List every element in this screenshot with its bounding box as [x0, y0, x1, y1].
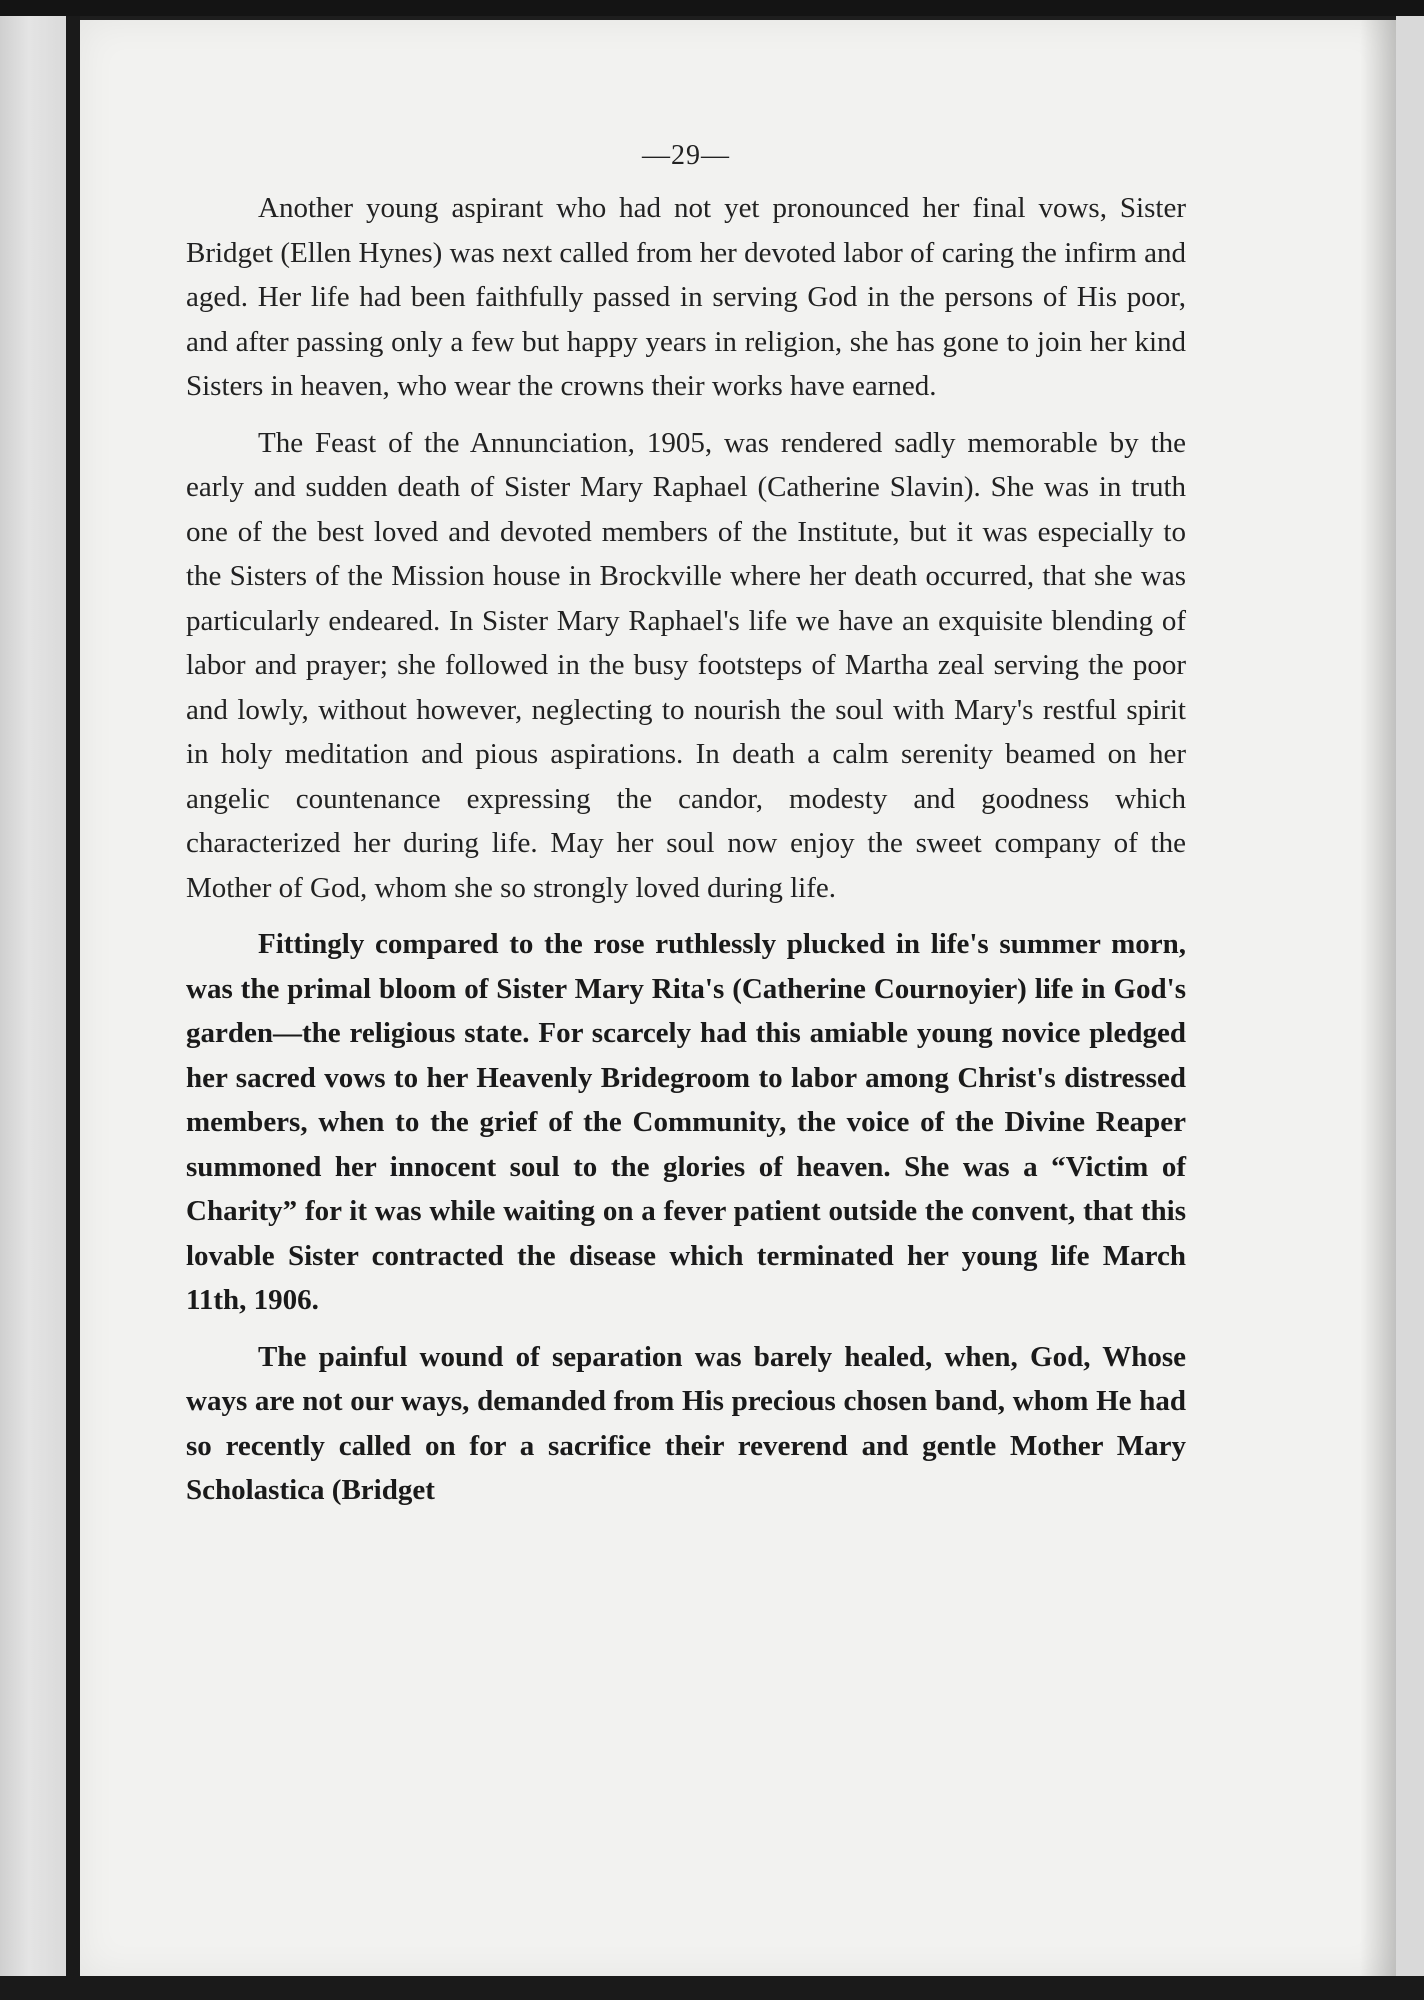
scan-top-edge	[0, 0, 1424, 16]
scan-right-edge	[1396, 16, 1424, 1976]
page-number: —29—	[642, 140, 730, 171]
facing-page-edge	[0, 16, 72, 1976]
page-text-block	[186, 140, 1186, 1525]
paragraph-mother-mary-scholastica: The painful wound of separation was barely healed, when, God, Whose ways are not our ways, demanded from His precious chosen band, whom He had so recently called on for a sacrifice their reverend and gentle Mother Mary Scholastica (Bridget	[186, 1340, 1186, 1506]
paragraph-sister-mary-raphael: The Feast of the Annunciation, 1905, was rendered sadly memorable by the early and sudden death of Sister Mary Raphael (Catherine Slavin). She was in truth one of the best loved and devoted members of the Institute, but it was especially to the Sisters of the Mission house in Brockville where her death occurred, that she was particularly endeared. In Sister Mary Raphael's life we have an exquisite blending of labor and prayer; she followed in the busy footsteps of Martha zeal serving the poor and lowly, without however, neglecting to nourish the soul with Mary's restful spirit in holy meditation and pious aspirations. In death a calm serenity beamed on her angelic countenance expressing the candor, modesty and goodness which characterized her during life. May her soul now enjoy the sweet company of the Mother of God, whom she so strongly loved during life.	[186, 426, 1186, 904]
page-right-shadow	[1360, 20, 1396, 1976]
gutter-shadow	[66, 16, 80, 1976]
paragraph-sister-bridget: Another young aspirant who had not yet pronounced her final vows, Sister Bridget (Ellen Hynes) was next called from her devoted labor of caring the infirm and aged. Her life had been faithfully passed in serving God in the persons of His poor, and after passing only a few but happy years in religion, she has gone to join her kind Sisters in heaven, who wear the crowns their works have earned.	[186, 192, 1186, 402]
scan-bottom-edge	[0, 1976, 1424, 2000]
paragraph-sister-mary-rita: Fittingly compared to the rose ruthlessly plucked in life's summer morn, was the primal bloom of Sister Mary Rita's (Catherine Cournoyier) life in God's garden—the religious state. For scarcely had this amiable young novice pledged her sacred vows to her Heavenly Bridegroom to labor among Christ's distressed members, when to the grief of the Community, the voice of the Divine Reaper summoned her innocent soul to the glories of heaven. She was a “Victim of Charity” for it was while waiting on a fever patient outside the convent, that this lovable Sister contracted the disease which terminated her young life March 11th, 1906.	[186, 928, 1186, 1316]
